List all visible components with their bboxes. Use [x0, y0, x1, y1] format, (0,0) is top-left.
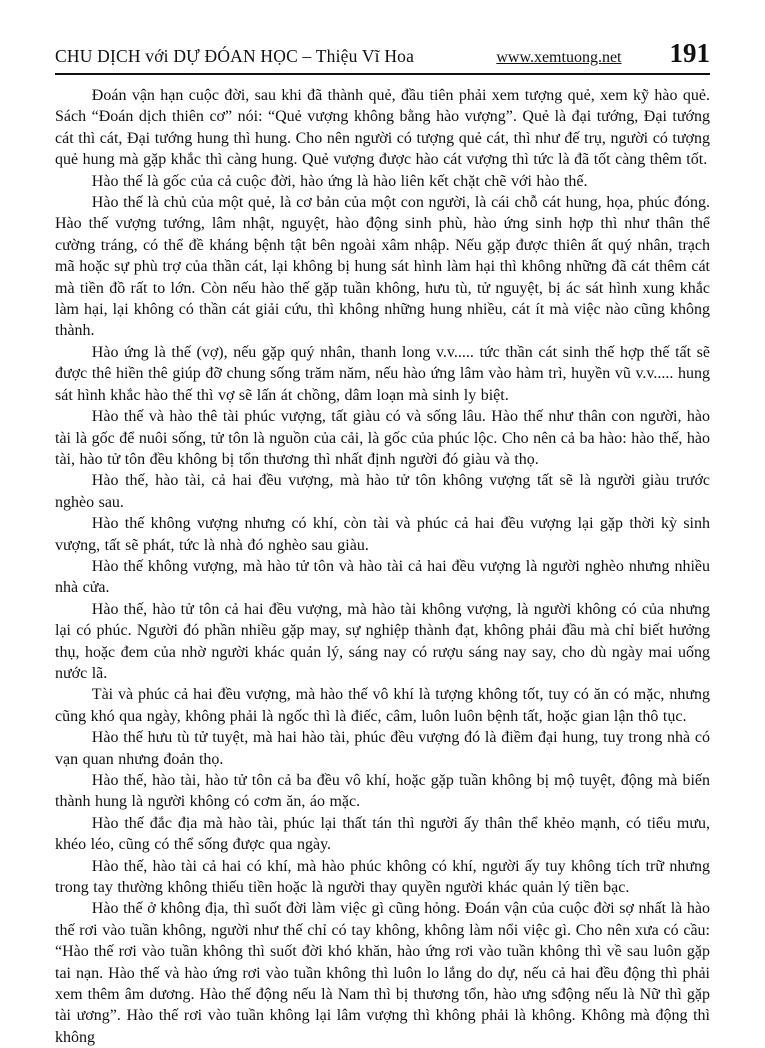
paragraph: Hào thế hưu tù tử tuyệt, mà hai hào tài, phúc đều vượng đó là điềm đại hung, tuy trong nhà có vạn quan nhưng đoản thọ.: [55, 729, 710, 768]
paragraph: Hào thế và hào thê tài phúc vượng, tất giàu có và sống lâu. Hào thế như thân con người, hào tài là gốc để nuôi sống, tử tôn là nguồn của cải, là gốc của phúc lộc. Cho nên cả ba hào: hào thế, hào tài, hào tử tôn đều không bị tổn thương thì nhất định người đó giàu và thọ.: [55, 408, 710, 468]
paragraph: Hào ứng là thế (vợ), nếu gặp quý nhân, thanh long v.v..... tức thần cát sinh thế hợp thế tất sẽ được thê hiền thê giúp đỡ chung sống trăm năm, nếu hào ứng lâm vào hàm trì, huyền vũ v.v..... hung sát hình khắc hào thế thì vợ sẽ lấn át chồng, dâm loạn mà sinh ly biệt.: [55, 343, 710, 404]
paragraph: Hào thế là chủ của một quẻ, là cơ bản của một con người, là cái chỗ cát hung, họa, phúc đóng. Hào thế vượng tướng, lâm nhật, nguyệt, hào động sinh phù, hào ứng sinh hợp thì như thân thể cường tráng, có thể đề kháng bệnh tật bên ngoài xâm nhập. Nếu gặp được thiên ất quý nhân, trạch mã hoặc sự phù trợ của thần cát, lại không bị hung sát hình làm hại thì không những đã cát thêm cát mà tiền đồ rất to lớn. Còn nếu hào thế gặp tuần không, hưu tù, tử nguyệt, bị ác sát hình xung khắc làm hại, lại không có thần cát giải cứu, thì không những hung nhiều, cát ít mà việc nào cũng không thành.: [55, 194, 710, 340]
paragraph: Hào thế, hào tài cả hai có khí, mà hào phúc không có khí, người ấy tuy không tích trữ nhưng trong tay thường không thiếu tiền hoặc là người thay quyền người khác quản lý tiền bạc.: [55, 857, 710, 897]
page-header: [55, 40, 710, 75]
paragraph: Hào thế không vượng, mà hào tử tôn và hào tài cả hai đều vượng là người nghèo nhưng nhiều nhà cửa.: [55, 557, 710, 597]
paragraph: Hào thế, hào tài, hào tử tôn cả ba đều vô khí, hoặc gặp tuần không bị mộ tuyệt, động mà biến thành hung là người không có cơm ăn, áo mặc.: [55, 772, 710, 811]
paragraph: Hào thế, hào tài, cả hai đều vượng, mà hào tử tôn không vượng tất sẽ là người giàu trước nghèo sau.: [55, 472, 710, 511]
paragraph: Hào thế đắc địa mà hào tài, phúc lại thất tán thì người ấy thân thể khẻo mạnh, có tiểu mưu, khéo léo, cũng có thể sống được qua ngày.: [55, 814, 710, 854]
paragraph: Tài và phúc cả hai đều vượng, mà hào thế vô khí là tượng không tốt, tuy có ăn có mặc, nhưng cũng khó qua ngày, không phải là ngốc thì là điếc, câm, luôn luôn bệnh tất, hoặc gian lận thô tục.: [55, 686, 710, 725]
book-title: CHU DỊCH với DỰ ĐÓAN HỌC – Thiệu Vĩ Hoa: [55, 46, 415, 66]
page-number: 191: [669, 38, 710, 68]
paragraph: Hào thế, hào tử tôn cả hai đều vượng, mà hào tài không vượng, là người không có của nhưng lại có phúc. Người đó phần nhiều gặp may, sự nghiệp thành đạt, không phải đầu mà chỉ biết hưởng thụ, hoặc đem của nhờ người khác quản lý, sáng nay có rượu sáng nay say, cho dù ngày mai uống nước lã.: [55, 600, 710, 682]
page-body: [55, 85, 710, 1048]
paragraph: Hào thế không vượng nhưng có khí, còn tài và phúc cả hai đều vượng lại gặp thời kỳ sinh vượng, tất sẽ phát, tức là nhà đó nghèo sau giàu.: [55, 515, 710, 554]
paragraph: Hào thế ở không địa, thì suốt đời làm việc gì cũng hỏng. Đoán vận của cuộc đời sợ nhất là hào thế rơi vào tuần không, người như thế chỉ có tay không, không làm nổi việc gì. Cho nên xưa có cầu: “Hào thế rơi vào tuần không thì suốt đời khó khăn, hào ứng rơi vào tuần không thì về sau luôn gặp tai nạn. Hào thế và hào ứng rơi vào tuần không thì luôn lo lắng do dự, nếu cả hai đều động thì phải xem thêm âm dương. Hào thế động nếu là Nam thì bị thương tổn, hào ưng sđộng nếu là Nữ thì gặp tài ương”. Hào thế rơi vào tuần không lại lâm vượng thì không phải là không. Không mà động thì không: [55, 900, 710, 1046]
paragraph: Hào thế là gốc của cả cuộc đời, hào ứng là hào liên kết chặt chẽ với hào thế.: [91, 172, 588, 190]
website-link[interactable]: www.xemtuong.net: [496, 49, 622, 66]
paragraph: Đoán vận hạn cuộc đời, sau khi đã thành quẻ, đầu tiên phải xem tượng quẻ, xem kỹ hào quẻ. Sách “Đoán dịch thiên cơ” nói: “Quẻ vượng không bằng hào vượng”. Quẻ là đại tướng, Đại tướng cát thì cát, Đại tướng hung thì hung. Cho nên người có tượng quẻ cát, thì như đế trụ, người có tượng quẻ hung mà gặp khắc thì càng hung. Quẻ vượng được hào cát vượng thì tức là đã tốt càng thêm tốt.: [55, 87, 710, 169]
